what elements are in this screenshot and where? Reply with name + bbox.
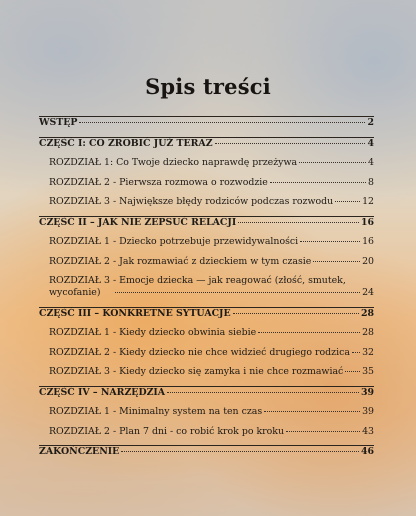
dot-leader — [299, 162, 366, 163]
toc-entry-page: 46 — [360, 446, 374, 457]
toc-entry-chapter[interactable] — [39, 366, 374, 378]
dot-leader — [264, 411, 360, 412]
toc-entry-label: CZĘŚĆ III – KONKRETNE SYTUACJE — [39, 307, 231, 319]
toc-entry-page: 28 — [360, 307, 374, 319]
toc-entry-page: 16 — [360, 216, 374, 228]
toc-entry-part[interactable] — [39, 446, 374, 458]
toc-entry-page: 20 — [362, 255, 374, 267]
dot-leader — [115, 292, 361, 293]
toc-entry-label: ROZDZIAŁ 1: Co Twoje dziecko naprawdę przeżywa — [49, 157, 298, 168]
dot-leader — [270, 182, 366, 183]
toc-entry-label: ROZDZIAŁ 2 - Plan 7 dni - co robić krok po kroku — [49, 425, 284, 437]
toc-entry-label: ROZDZIAŁ 3 - Emocje dziecka — jak reagować (złość, smutek, — [49, 275, 346, 286]
toc-entry-chapter[interactable] — [39, 177, 374, 189]
toc-entry-page: 2 — [367, 117, 374, 128]
dot-leader — [345, 371, 360, 372]
dot-leader — [300, 241, 360, 242]
toc-entry-chapter[interactable] — [39, 426, 374, 438]
toc-entry-label: CZĘŚĆ I: CO ZROBIĆ JUŻ TERAZ — [39, 137, 213, 149]
toc-entry-page: 4 — [367, 137, 374, 149]
toc-entry-chapter[interactable] — [39, 406, 374, 418]
toc-entry-chapter[interactable] — [39, 256, 374, 268]
toc-entry-label: ROZDZIAŁ 2 - Kiedy dziecko nie chce widzieć drugiego rodzica — [49, 346, 350, 358]
toc-entry-page: 39 — [360, 386, 374, 398]
toc-entry-label-cont: wycofanie) — [49, 287, 101, 298]
toc-entry-label: ROZDZIAŁ 1 - Minimalny system na ten czas — [49, 406, 263, 417]
table-of-contents — [39, 116, 374, 466]
dot-leader — [167, 392, 359, 393]
toc-entry-page: 43 — [362, 425, 374, 437]
toc-entry-page: 4 — [368, 157, 374, 168]
toc-entry-label: ZAKOŃCZENIE — [39, 446, 120, 457]
toc-entry-chapter[interactable] — [39, 196, 374, 208]
toc-entry-part[interactable] — [39, 308, 374, 320]
toc-entry-label: CZĘŚĆ IV – NARZĘDZIA — [39, 386, 166, 398]
dot-leader — [79, 122, 365, 123]
toc-entry-chapter[interactable] — [39, 275, 374, 299]
dot-leader — [352, 352, 360, 353]
toc-entry-label: CZĘŚĆ II – JAK NIE ZEPSUĆ RELACJI — [39, 216, 237, 228]
toc-entry-page: 39 — [362, 406, 374, 417]
toc-entry-page: 24 — [362, 287, 374, 298]
toc-entry-label: ROZDZIAŁ 2 - Pierwsza rozmowa o rozwodzie — [49, 176, 268, 188]
toc-entry-chapter[interactable] — [39, 347, 374, 359]
dot-leader — [238, 222, 359, 223]
toc-entry-label: ROZDZIAŁ 2 - Jak rozmawiać z dzieckiem w tym czasie — [49, 255, 312, 267]
toc-entry-part[interactable] — [39, 387, 374, 399]
toc-entry-chapter[interactable] — [39, 157, 374, 169]
toc-entry-page: 35 — [362, 366, 374, 377]
dot-leader — [121, 451, 359, 452]
toc-entry-label: ROZDZIAŁ 3 - Kiedy dziecko się zamyka i nie chce rozmawiać — [49, 366, 344, 377]
toc-entry-label: WSTĘP — [39, 117, 78, 128]
dot-leader — [313, 261, 360, 262]
toc-entry-part[interactable] — [39, 117, 374, 129]
toc-entry-label: ROZDZIAŁ 3 - Największe błędy rodziców podczas rozwodu — [49, 196, 334, 207]
toc-entry-chapter[interactable] — [39, 327, 374, 339]
toc-entry-continuation — [49, 287, 374, 299]
toc-entry-page: 28 — [362, 327, 374, 338]
toc-entry-page: 16 — [362, 236, 374, 247]
page-title: Spis treści — [145, 74, 271, 99]
toc-entry-page: 8 — [368, 176, 374, 188]
toc-entry-label: ROZDZIAŁ 1 - Kiedy dziecko obwinia siebie — [49, 327, 257, 338]
toc-entry-page: 12 — [362, 196, 374, 207]
dot-leader — [215, 143, 366, 144]
toc-entry-label: ROZDZIAŁ 1 - Dziecko potrzebuje przewidywalności — [49, 236, 299, 247]
dot-leader — [335, 201, 360, 202]
dot-leader — [286, 431, 360, 432]
toc-entry-part[interactable] — [39, 217, 374, 229]
dot-leader — [233, 313, 359, 314]
toc-entry-part[interactable] — [39, 138, 374, 150]
dot-leader — [258, 332, 360, 333]
toc-entry-chapter[interactable] — [39, 236, 374, 248]
toc-entry-page: 32 — [362, 346, 374, 358]
